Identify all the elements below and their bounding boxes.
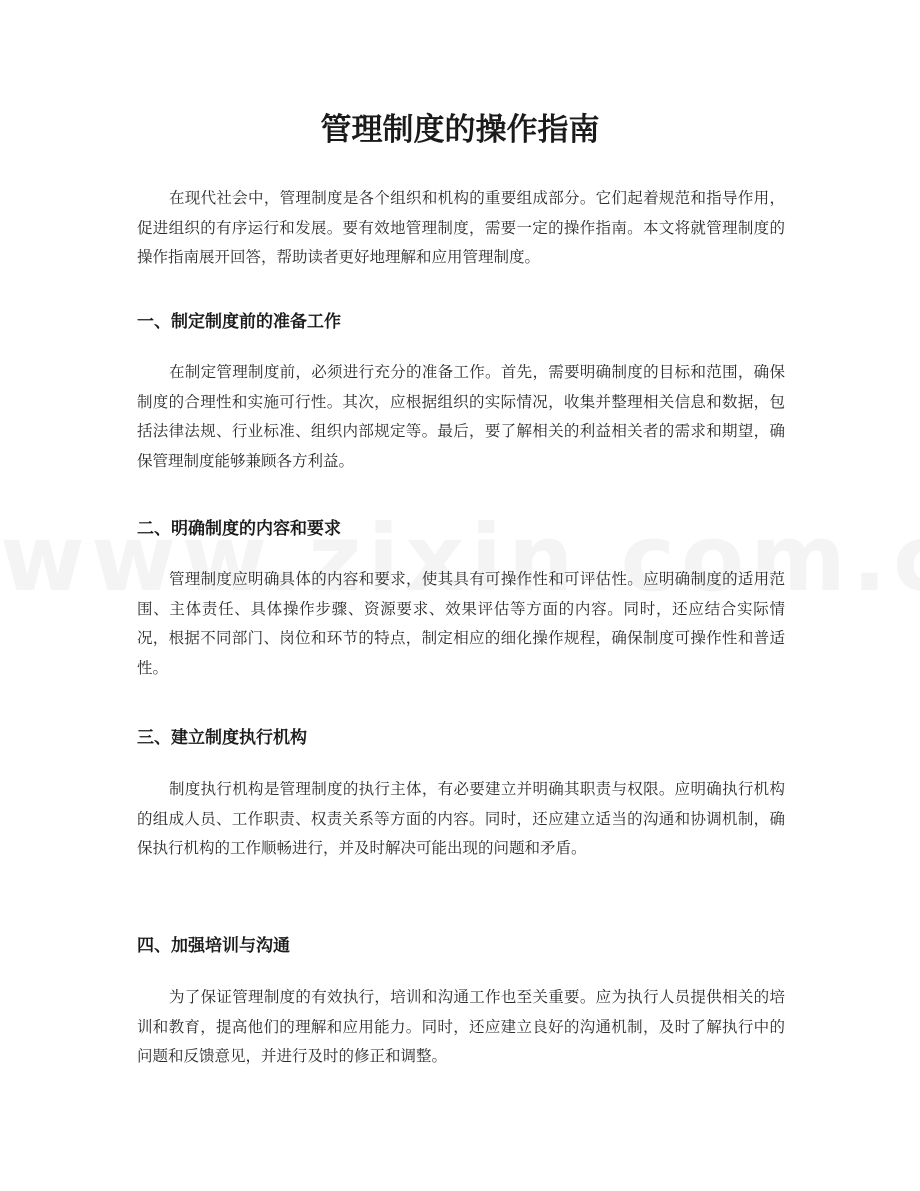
section-body-4: 为了保证管理制度的有效执行，培训和沟通工作也至关重要。应为执行人员提供相关的培训和教育，提高他们的理解和应用能力。同时，还应建立良好的沟通机制，及时了解执行中的问题和反馈意见，并进行及时的修正和调整。 xyxy=(137,988,785,1065)
section-body-3: 制度执行机构是管理制度的执行主体，有必要建立并明确其职责与权限。应明确执行机构的组成人员、工作职责、权责关系等方面的内容。同时，还应建立适当的沟通和协调机制，确保执行机构的工作顺畅进行，并及时解决可能出现的问题和矛盾。 xyxy=(137,780,785,857)
intro-paragraph: 在现代社会中，管理制度是各个组织和机构的重要组成部分。它们起着规范和指导作用，促进组织的有序运行和发展。要有效地管理制度，需要一定的操作指南。本文将就管理制度的操作指南展开回答，帮助读者更好地理解和应用管理制度。 xyxy=(137,189,785,266)
section-body-1: 在制定管理制度前，必须进行充分的准备工作。首先，需要明确制度的目标和范围，确保制度的合理性和实施可行性。其次，应根据组织的实际情况，收集并整理相关信息和数据，包括法律法规、行业标准、组织内部规定等。最后，要了解相关的利益相关者的需求和期望，确保管理制度能够兼顾各方利益。 xyxy=(137,363,785,470)
document-title: 管理制度的操作指南 xyxy=(320,112,600,148)
section-body-2: 管理制度应明确具体的内容和要求，使其具有可操作性和可评估性。应明确制度的适用范围、主体责任、具体操作步骤、资源要求、效果评估等方面的内容。同时，还应结合实际情况，根据不同部门、岗位和环节的特点，制定相应的细化操作规程，确保制度可操作性和普适性。 xyxy=(137,570,785,677)
section-heading-3: 三、建立制度执行机构 xyxy=(137,728,307,748)
section-heading-4: 四、加强培训与沟通 xyxy=(137,936,290,956)
section-heading-1: 一、制定制度前的准备工作 xyxy=(137,312,341,332)
section-heading-2: 二、明确制度的内容和要求 xyxy=(137,519,341,539)
